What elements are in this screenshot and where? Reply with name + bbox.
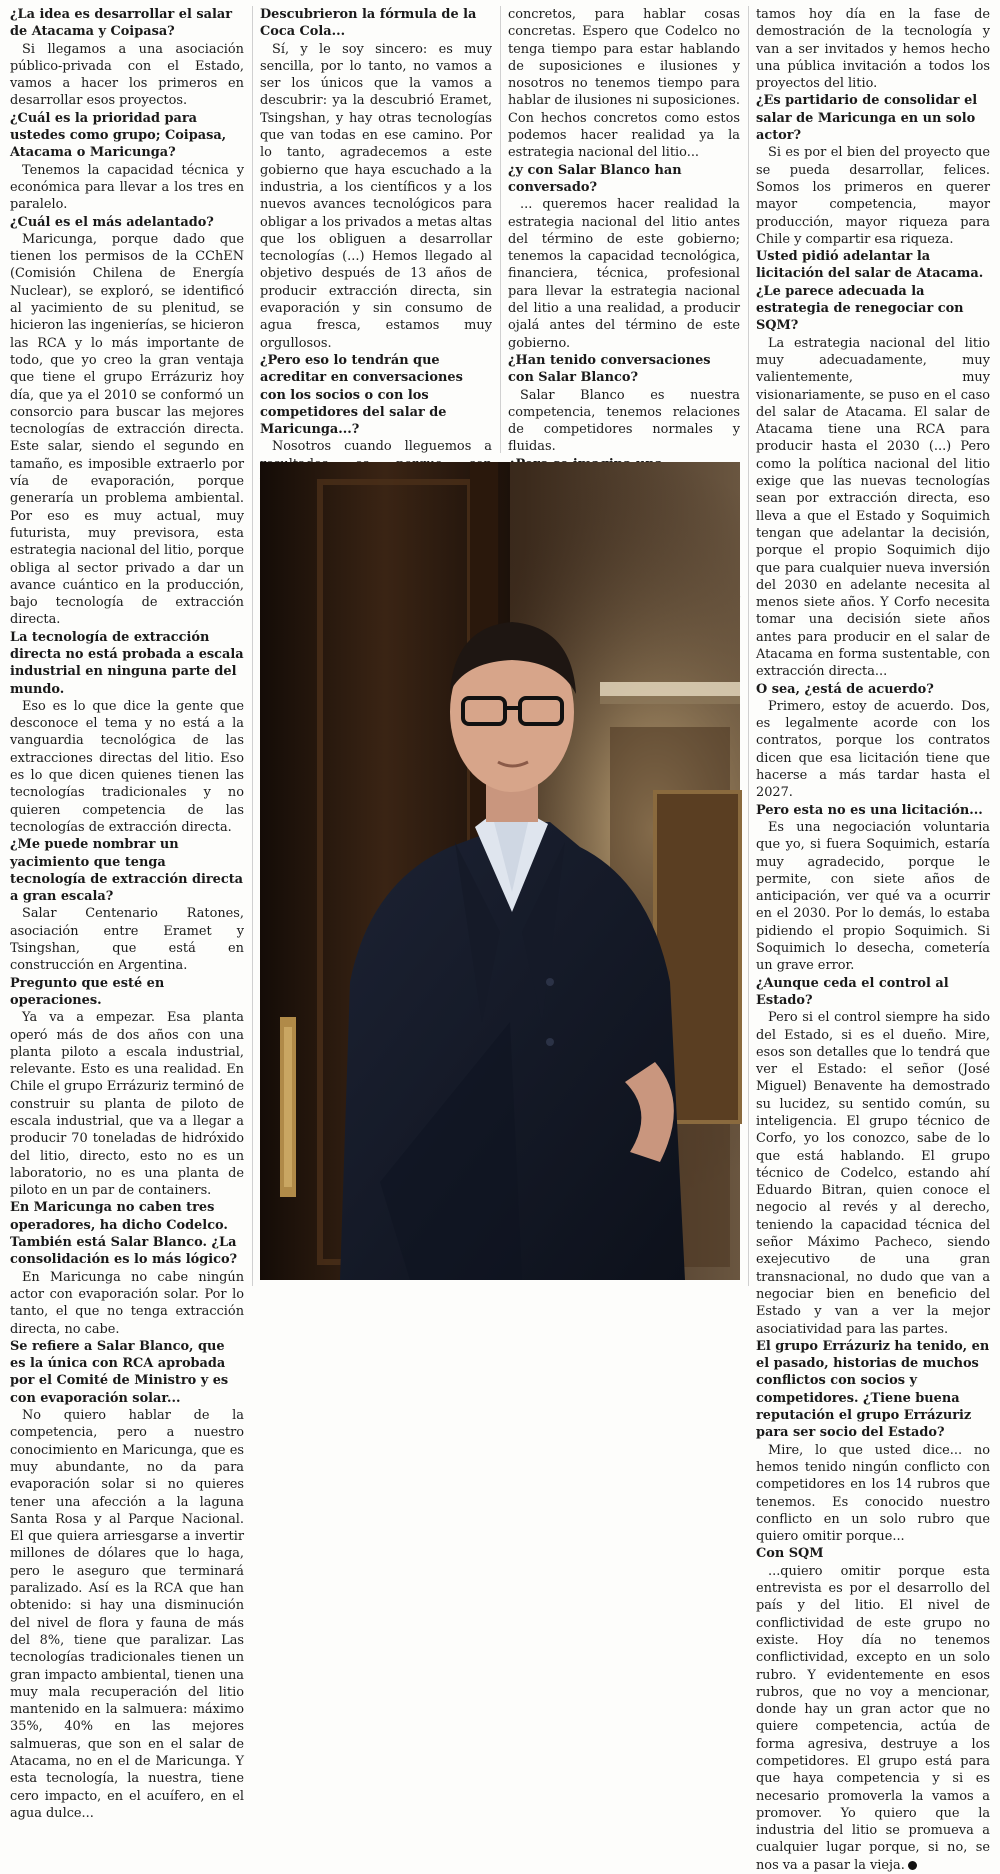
interview-answer: ...quiero omitir porque esta entrevista es por el desarrollo del país y del litio. El nivel de conflictividad de este grupo no existe. Hoy día no tenemos conflictividad, excepto en un solo rubro. Y evidentemente en esos rubros, que no voy a mencionar, donde hay un gran actor que no quiere competencia, actúa de forma agresiva, destruye a los competidores. El grupo está para que haya competencia y si es necesario promoverla la vamos a promover. Yo quiero que la industria del litio se promueva a cualquier lugar porque, si no, se nos va a pasar la vieja. <box>756 1563 990 1873</box>
interview-question: En Maricunga no caben tres operadores, ha dicho Codelco. También está Salar Blanco. ¿La consolidación es lo más lógico? <box>10 1200 238 1268</box>
interview-question: Descubrieron la fórmula de la Coca Cola... <box>260 7 477 40</box>
interview-answer: Eso es lo que dice la gente que desconoce el tema y no está a la vanguardia tecnológica de las extracciones directas del litio. Eso es lo que dicen quienes tienen las tecnologías tradicionales y no quieren competencia de las tecnologías de extracción directa. <box>10 698 244 835</box>
interview-answer: Es una negociación voluntaria que yo, si fuera Soquimich, estaría muy agradecido, porque le permite, con siete años de anticipación, ver qué va a ocurrir en el 2030. Por lo demás, lo estaba pidiendo el propio Soquimich. Si Soquimich lo desecha, cometería un grave error. <box>756 819 990 974</box>
interview-answer: Salar Blanco es nuestra competencia, tenemos relaciones de competidores normales y fluidas. <box>508 387 740 455</box>
interview-question: ¿Cuál es la prioridad para ustedes como grupo; Coipasa, Atacama o Maricunga? <box>10 110 227 161</box>
end-of-article-icon <box>908 1861 917 1870</box>
article-column-1 <box>10 6 244 1821</box>
interview-answer: tamos hoy día en la fase de demostración de la tecnología y van a ser invitados y hemos hecho una pública invitación a todos los proyectos del litio. <box>756 7 990 92</box>
interview-answer: Sí, y le soy sincero: es muy sencilla, por lo tanto, no vamos a ser los únicos que la vamos a descubrir: ya la descubrió Eramet, Tsingshan, y hay otras tecnologías que van todas en ese camino. Por lo tanto, agradecemos a este gobierno que haya escuchado a la industria, a los científicos y a los nuevos avances tecnológicos para obligar a los privados a metas altas que los obliguen a desarrollar tecnologías (...) Hemos llegado al objetivo después de 13 años de producir extracción directa, sin evaporación y sin consumo de agua fresca, estamos muy orgullosos. <box>260 41 492 351</box>
interview-question: Pregunto que esté en operaciones. <box>10 975 165 1008</box>
interview-answer: Maricunga, porque dado que tienen los permisos de la CChEN (Comisión Chilena de Energía Nuclear), se exploró, se identificó al yacimiento de su plenitud, se hicieron las ingenierías, se hicieron las RCA y lo más importante de todo, que yo creo la gran ventaja que tiene el grupo Errázuriz hoy día, que ya el 2010 se conformó un consorcio para buscar las mejores tecnologías de extracción directa. Este salar, siendo el segundo en tamaño, es imposible extraerlo por vía de evaporación, porque generaría un problema ambiental. Por eso es muy actual, muy futurista, muy previsora, esta estrategia nacional del litio, porque obliga al sector privado a dar un avance cuántico en la producción, bajo tecnología de extracción directa. <box>10 231 244 628</box>
column-rule-3 <box>748 6 749 1286</box>
interview-question: ¿Me puede nombrar un yacimiento que tenga tecnología de extracción directa a gran escala? <box>10 837 244 905</box>
interview-answer: Salar Centenario Ratones, asociación entre Eramet y Tsingshan, que está en construcción en Argentina. <box>10 906 244 974</box>
interview-question: ¿Pero eso lo tendrán que acreditar en conversaciones con los socios o con los competidores del salar de Maricunga...? <box>260 352 463 438</box>
interview-question: ¿Es partidario de consolidar el salar de Maricunga en un solo actor? <box>756 93 978 144</box>
interview-answer: Mire, lo que usted dice... no hemos tenido ningún conflicto con competidores en los 14 rubros que tenemos. Es conocido nuestro conflicto en un solo rubro que quiero omitir porque... <box>756 1442 990 1545</box>
interview-question: El grupo Errázuriz ha tenido, en el pasado, historias de muchos conflictos con socios y competidores. ¿Tiene buena reputación el grupo Errázuriz para ser socio del Estado? <box>756 1338 990 1441</box>
interview-answer: En Maricunga no cabe ningún actor con evaporación solar. Por lo tanto, el que no tenga extracción directa, no cabe. <box>10 1269 244 1337</box>
interview-answer: No quiero hablar de la competencia, pero a nuestro conocimiento en Maricunga, que es muy abundante, no da para evaporación solar si no quieres tener una afección a la laguna Santa Rosa y al Parque Nacional. El que quiera arriesgarse a invertir millones de dólares que lo haga, pero le aseguro que terminará paralizado. Así es la RCA que han obtenido: si hay una disminución del nivel de flora y fauna de más del 8%, tiene que paralizar. Las tecnologías tradicionales tienen un gran impacto ambiental, tienen una muy mala recuperación del litio mantenido en la salmuera: máximo 35%, 40% en las mejores salmueras, que son en el salar de Atacama, no en el de Maricunga. Y esta tecnología, la nuestra, tiene cero impacto, en el acuífero, en el agua dulce... <box>10 1408 244 1821</box>
interview-question: ¿La idea es desarrollar el salar de Atacama y Coipasa? <box>10 7 233 40</box>
interview-question: ¿Aunque ceda el control al Estado? <box>756 975 949 1008</box>
interview-answer: La estrategia nacional del litio muy adecuadamente, muy valientemente, muy visionariamente, se puso en el caso del salar de Atacama. El salar de Atacama tiene una RCA para producir hasta el 2030 (...) Pero como la política nacional del litio exige que las nuevas tecnologías sean por extracción directa, eso lleva a que el Estado y Soquimich tengan que adelantar la decisión, porque el propio Soquimich dijo que para cualquier nueva inversión del 2030 en adelante necesita al menos siete años. Y Corfo necesita tomar una decisión siete años antes para producir en el salar de Atacama en forma sustentable, con extracción directa... <box>756 335 990 680</box>
interviewee-photo <box>260 462 740 1280</box>
interview-question: O sea, ¿está de acuerdo? <box>756 681 934 697</box>
interview-question: ¿Han tenido conversaciones con Salar Blanco? <box>508 352 711 386</box>
column-rule-1 <box>252 6 253 1286</box>
interview-answer: Nosotros cuando lleguemos a <box>272 439 492 455</box>
interview-answer: concretos, para hablar cosas concretas. Espero que Codelco no tenga tiempo para estar hablando de suposiciones e ilusiones y nosotros no tenemos tiempo para hablar de ilusiones ni suposiciones. Con hechos concretos como estos podemos hacer realidad ya la estrategia nacional del litio... <box>508 7 740 161</box>
interview-question: Pero esta no es una licitación... <box>756 802 983 818</box>
article-column-2 <box>260 6 492 453</box>
interview-answer: Tenemos la capacidad técnica y económica para llevar a los tres en paralelo. <box>10 162 244 213</box>
interview-answer: Si es por el bien del proyecto que se pueda desarrollar, felices. Somos los primeros en querer mayor competencia, mayor producción, mayor riqueza para Chile y compartir esa riqueza. <box>756 145 990 247</box>
article-column-3 <box>508 6 740 453</box>
article-column-4 <box>756 6 990 1873</box>
interview-question: Usted pidió adelantar la licitación del salar de Atacama. ¿Le parece adecuada la estrategia de renegociar con SQM? <box>756 249 984 334</box>
interview-question: Se refiere a Salar Blanco, que es la única con RCA aprobada por el Comité de Ministro y es con evaporación solar... <box>10 1338 229 1406</box>
interview-answer: ... queremos hacer realidad la estrategia nacional del litio antes del término de este gobierno; tenemos la capacidad tecnológica, financiera, técnica, profesional para llevar la estrategia nacional del litio a una realidad, a producir ojalá antes del término de este gobierno. <box>508 197 740 351</box>
interview-question: ¿Cuál es el más adelantado? <box>10 214 214 230</box>
interview-answer: Primero, estoy de acuerdo. Dos, es legalmente acorde con los contratos, porque los contratos dicen que esa licitación tiene que hacerse a más tardar hasta el 2027. <box>756 698 990 801</box>
interview-answer: Ya va a empezar. Esa planta operó más de dos años con una planta piloto a escala industrial, relevante. Esto es una realidad. En Chile el grupo Errázuriz terminó de construir su planta de piloto de escala industrial, que va a llegar a producir 70 toneladas de hidróxido del litio, directo, esto no es un laboratorio, no es una planta de piloto en un par de containers. <box>10 1010 244 1199</box>
column-rule-2 <box>500 6 501 453</box>
interview-question: La tecnología de extracción directa no está probada a escala industrial en ninguna parte del mundo. <box>10 629 244 697</box>
interview-question: ¿y con Salar Blanco han conversado? <box>508 162 682 195</box>
interview-answer: Pero si el control siempre ha sido del Estado, si es el dueño. Mire, esos son detalles que lo tendrá que ver el Estado: el señor (José Miguel) Benavente ha demostrado su lucidez, su sentido común, su inteligencia. El grupo técnico de Corfo, yo los conozco, sabe de lo que está hablando. El grupo técnico de Codelco, estando ahí Eduardo Bitran, quien conoce el negocio al revés y al derecho, teniendo la capacidad técnica del señor Máximo Pacheco, siendo exejecutivo de una gran transnacional, no dudo que van a negociar bien en beneficio del Estado y van a ver la mejor asociatividad para las partes. <box>756 1010 990 1337</box>
interview-question: Con SQM <box>756 1546 824 1562</box>
interview-answer: Si llegamos a una asociación público-privada con el Estado, vamos a hacer los primeros en desarrollar esos proyectos. <box>10 41 244 109</box>
